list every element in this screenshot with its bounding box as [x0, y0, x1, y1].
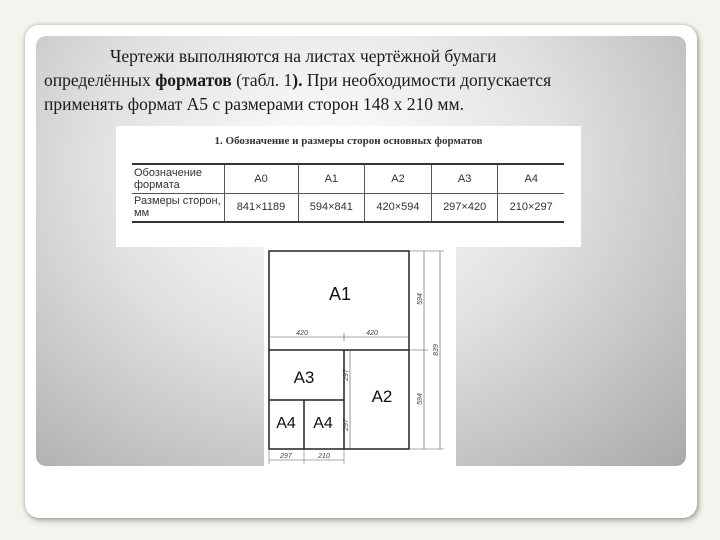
text-bold-formats: форматов: [155, 70, 232, 90]
text-line-2: [44, 68, 664, 92]
formats-diagram-image: [264, 247, 456, 467]
table-row: [132, 164, 564, 193]
sheet-label-a4: A4: [276, 415, 296, 432]
table-row-label: Размеры сторон, мм: [132, 193, 224, 222]
table-cell-size: 297×420: [431, 193, 498, 222]
table-cell-size: 841×1189: [224, 193, 298, 222]
dim-label-half-left: 420: [296, 330, 308, 337]
text-line-3: применять формат А5 с размерами сторон 148 х 210 мм.: [44, 94, 464, 114]
table-cell-format: А3: [431, 164, 498, 193]
dim-label-bottom-left: 297: [280, 453, 292, 460]
formats-table: [132, 163, 564, 223]
table-cell-size: 210×297: [498, 193, 564, 222]
sheet-label-a4: A4: [313, 415, 333, 432]
table-cell-size: 594×841: [298, 193, 365, 222]
dim-label-a4-height: 297: [343, 419, 350, 431]
dim-label-half-right: 420: [366, 330, 378, 337]
table-cell-format: А2: [365, 164, 432, 193]
text-bold-paren: ).: [292, 70, 307, 90]
formats-diagram: [264, 247, 456, 467]
table-cell-format: А4: [498, 164, 564, 193]
dim-label-a2-height: 594: [417, 393, 424, 405]
table-header-label: Обозначение формата: [132, 164, 224, 193]
dim-label-bottom-right: 210: [318, 453, 330, 460]
text-line-2-end: При необходимости допускается: [306, 70, 552, 90]
sheet-label-a1: A1: [328, 284, 352, 304]
table-cell-size: 420×594: [365, 193, 432, 222]
paragraph: [44, 44, 664, 68]
body-text: [44, 44, 664, 116]
table-cell-format: А0: [224, 164, 298, 193]
table-row: [132, 193, 564, 222]
formats-table-image: [116, 126, 581, 247]
sheet-label-a3: A3: [293, 368, 315, 387]
text-line-2-start: определённых: [44, 70, 156, 90]
text-table-ref: (табл. 1: [231, 70, 293, 90]
text-line-1: Чертежи выполняются на листах чертёжной бумаги: [110, 46, 497, 66]
dim-label-a1-height: 594: [417, 293, 424, 305]
table-cell-format: А1: [298, 164, 365, 193]
table-title: 1. Обозначение и размеры сторон основных форматов: [214, 135, 483, 147]
sheet-label-a2: A2: [371, 387, 393, 406]
dim-label-total-height: 839: [433, 344, 440, 356]
dim-label-a3-height: 297: [343, 369, 350, 381]
